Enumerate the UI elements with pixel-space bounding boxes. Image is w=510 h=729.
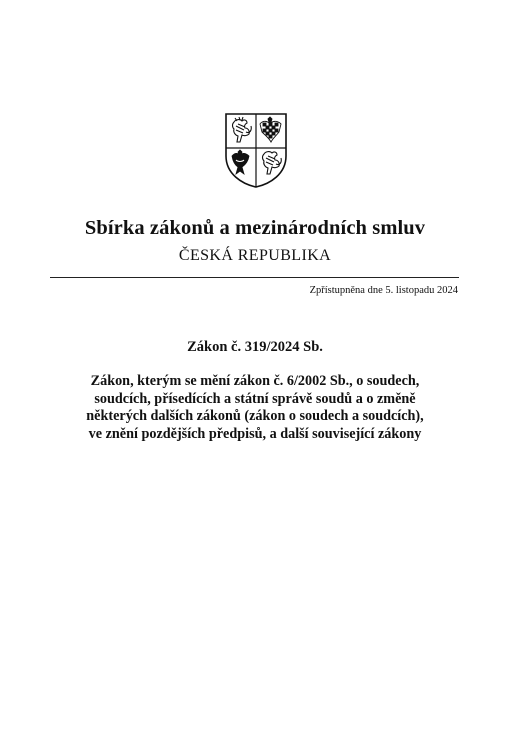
czech-coat-of-arms-icon <box>224 112 288 188</box>
law-number: Zákon č. 319/2024 Sb. <box>187 339 323 355</box>
law-title-line: Zákon, kterým se mění zákon č. 6/2002 Sb., o soudech, <box>90 373 420 389</box>
collection-title: Sbírka zákonů a mezinárodních smluv <box>84 217 426 239</box>
law-title-line: některých dalších zákonů (zákon o soudech a soudcích), <box>86 408 424 424</box>
law-title-line: ve znění pozdějších předpisů, a další související zákony <box>88 425 422 442</box>
published-date-note: Zpřístupněna dne 5. listopadu 2024 <box>309 285 458 296</box>
law-title <box>60 373 450 443</box>
header-divider <box>50 277 459 278</box>
country-name: ČESKÁ REPUBLIKA <box>178 247 332 264</box>
law-title-line: soudcích, přísedících a státní správě soudů a o změně <box>94 390 416 407</box>
